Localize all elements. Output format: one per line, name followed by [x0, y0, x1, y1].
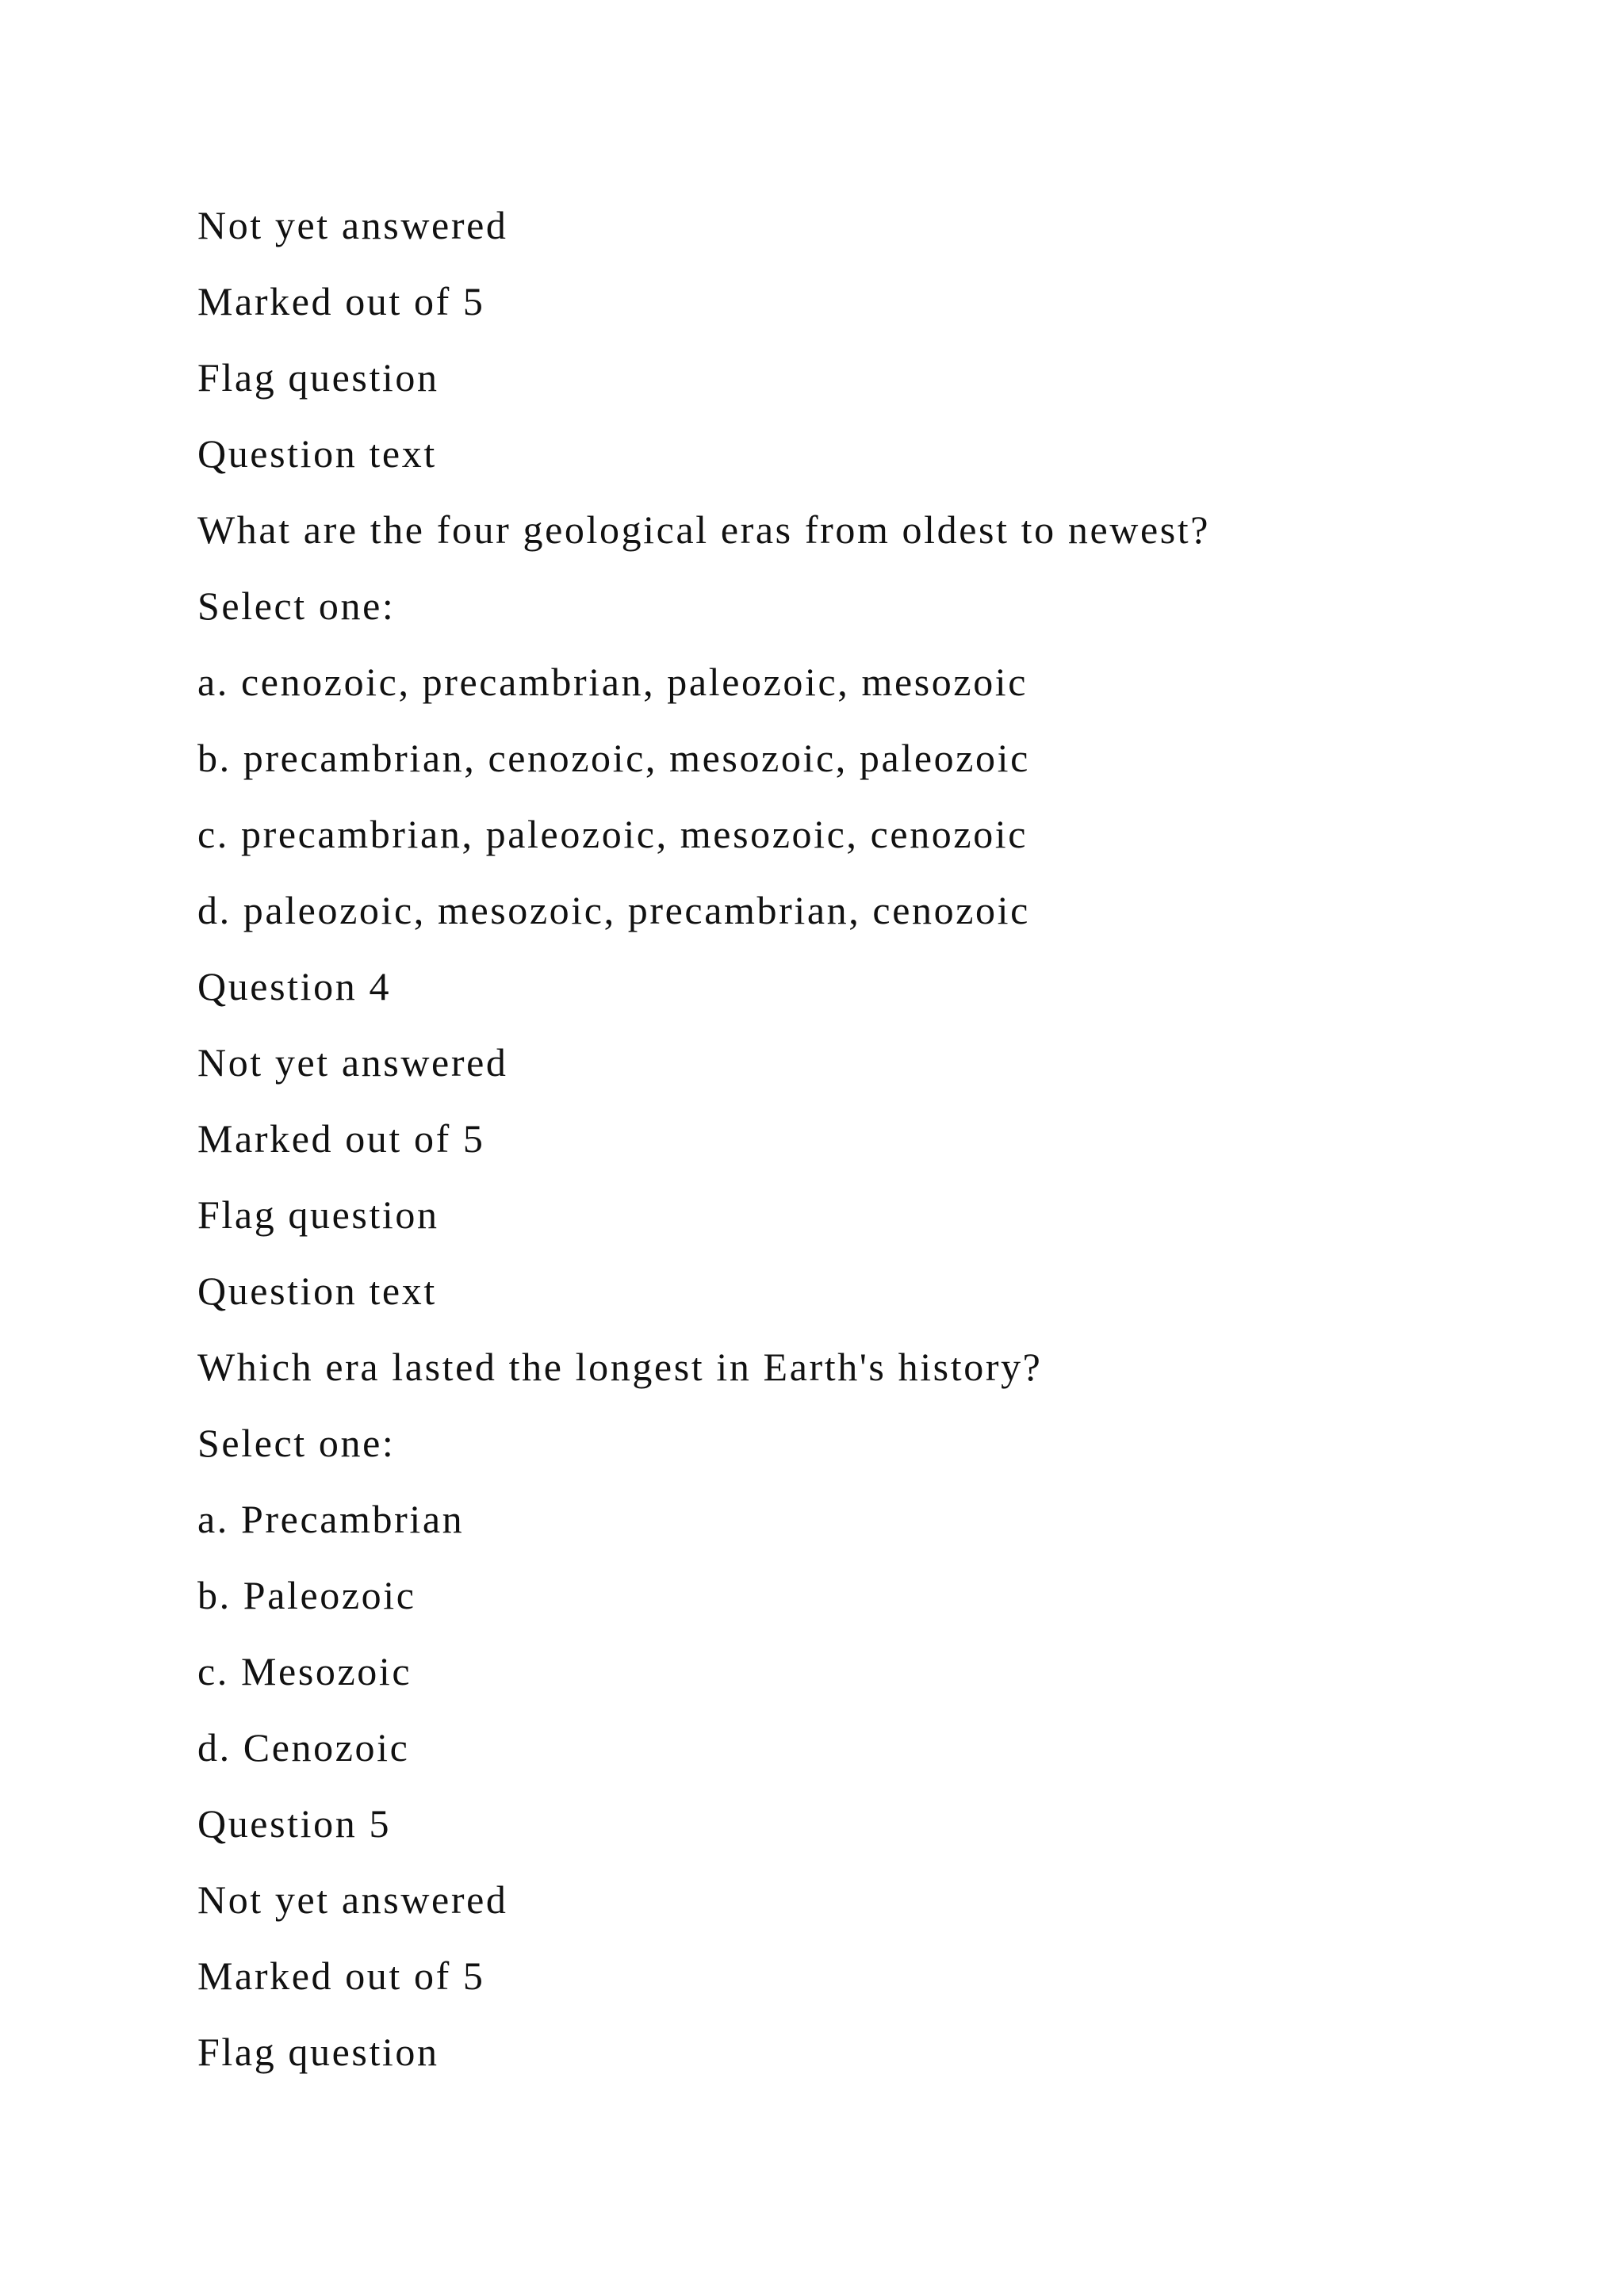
answer-option-d[interactable]: d. Cenozoic — [197, 1725, 410, 1770]
question-prompt: What are the four geological eras from oldest to newest? — [197, 507, 1211, 552]
question-status: Not yet answered — [197, 1877, 508, 1922]
question-marks: Marked out of 5 — [197, 1116, 485, 1161]
question-prompt: Which era lasted the longest in Earth's history? — [197, 1345, 1043, 1389]
quiz-content — [197, 187, 1545, 2090]
question-marks: Marked out of 5 — [197, 279, 485, 323]
answer-option-b[interactable]: b. precambrian, cenozoic, mesozoic, paleozoic — [197, 736, 1030, 780]
question-text-heading: Question text — [197, 431, 437, 476]
answer-option-d[interactable]: d. paleozoic, mesozoic, precambrian, cenozoic — [197, 888, 1030, 932]
select-one-label: Select one: — [197, 1421, 396, 1465]
answer-option-c[interactable]: c. precambrian, paleozoic, mesozoic, cenozoic — [197, 812, 1028, 856]
select-one-label: Select one: — [197, 584, 396, 628]
flag-question-link[interactable]: Flag question — [197, 355, 439, 400]
question-title: Question 4 — [197, 964, 392, 1008]
question-text-heading: Question text — [197, 1269, 437, 1313]
answer-option-a[interactable]: a. Precambrian — [197, 1497, 465, 1541]
answer-option-b[interactable]: b. Paleozoic — [197, 1573, 416, 1617]
question-marks: Marked out of 5 — [197, 1954, 485, 1998]
answer-option-c[interactable]: c. Mesozoic — [197, 1649, 412, 1693]
question-status: Not yet answered — [197, 203, 508, 247]
flag-question-link[interactable]: Flag question — [197, 2030, 439, 2074]
flag-question-link[interactable]: Flag question — [197, 1192, 439, 1237]
question-status: Not yet answered — [197, 1040, 508, 1085]
answer-option-a[interactable]: a. cenozoic, precambrian, paleozoic, mesozoic — [197, 660, 1028, 704]
question-title: Question 5 — [197, 1801, 392, 1846]
